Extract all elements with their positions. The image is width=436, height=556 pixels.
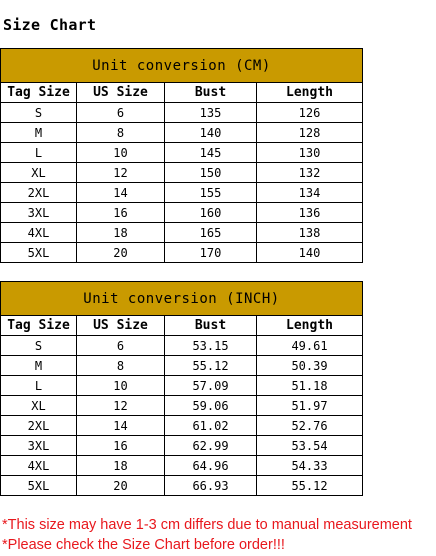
cell-bust: 135 xyxy=(165,103,257,123)
table-caption: Unit conversion (INCH) xyxy=(1,282,363,316)
table-row xyxy=(1,376,363,396)
table-row xyxy=(1,416,363,436)
cell-bust: 53.15 xyxy=(165,336,257,356)
cell-length: 126 xyxy=(257,103,363,123)
cell-us-size: 12 xyxy=(77,163,165,183)
cell-tag-size: 2XL xyxy=(1,183,77,203)
cell-bust: 165 xyxy=(165,223,257,243)
cell-tag-size: 5XL xyxy=(1,476,77,496)
cell-tag-size: S xyxy=(1,103,77,123)
cell-length: 140 xyxy=(257,243,363,263)
cell-length: 53.54 xyxy=(257,436,363,456)
cell-length: 49.61 xyxy=(257,336,363,356)
cell-length: 130 xyxy=(257,143,363,163)
size-table-inch xyxy=(0,281,363,496)
cell-us-size: 16 xyxy=(77,203,165,223)
cell-length: 52.76 xyxy=(257,416,363,436)
cell-bust: 155 xyxy=(165,183,257,203)
cell-tag-size: L xyxy=(1,143,77,163)
table-row xyxy=(1,183,363,203)
cell-tag-size: XL xyxy=(1,396,77,416)
cell-tag-size: 4XL xyxy=(1,456,77,476)
cell-length: 54.33 xyxy=(257,456,363,476)
table-caption: Unit conversion (CM) xyxy=(1,49,363,83)
cell-us-size: 20 xyxy=(77,476,165,496)
column-header-length: Length xyxy=(257,316,363,336)
cell-us-size: 6 xyxy=(77,103,165,123)
column-header-us-size: US Size xyxy=(77,316,165,336)
header-row xyxy=(1,316,363,336)
cell-bust: 64.96 xyxy=(165,456,257,476)
table-row xyxy=(1,243,363,263)
table-row xyxy=(1,456,363,476)
cell-tag-size: M xyxy=(1,356,77,376)
cell-bust: 140 xyxy=(165,123,257,143)
table-row xyxy=(1,123,363,143)
cell-bust: 160 xyxy=(165,203,257,223)
cell-tag-size: XL xyxy=(1,163,77,183)
cell-bust: 61.02 xyxy=(165,416,257,436)
cell-us-size: 10 xyxy=(77,376,165,396)
measurement-note: *This size may have 1-3 cm differs due to manual measurement xyxy=(2,517,412,533)
size-table-cm xyxy=(0,48,363,263)
column-header-length: Length xyxy=(257,83,363,103)
cell-bust: 66.93 xyxy=(165,476,257,496)
cell-us-size: 10 xyxy=(77,143,165,163)
table-row xyxy=(1,203,363,223)
cell-length: 132 xyxy=(257,163,363,183)
table-row xyxy=(1,436,363,456)
cell-us-size: 6 xyxy=(77,336,165,356)
page-title: Size Chart xyxy=(3,16,97,34)
cell-tag-size: 4XL xyxy=(1,223,77,243)
cell-length: 55.12 xyxy=(257,476,363,496)
cell-bust: 55.12 xyxy=(165,356,257,376)
table-row xyxy=(1,103,363,123)
cell-bust: 62.99 xyxy=(165,436,257,456)
cell-us-size: 8 xyxy=(77,356,165,376)
cell-length: 136 xyxy=(257,203,363,223)
cell-bust: 170 xyxy=(165,243,257,263)
cell-us-size: 14 xyxy=(77,416,165,436)
table-row xyxy=(1,336,363,356)
cell-us-size: 18 xyxy=(77,223,165,243)
cell-us-size: 14 xyxy=(77,183,165,203)
table-row xyxy=(1,163,363,183)
cell-tag-size: 3XL xyxy=(1,436,77,456)
column-header-bust: Bust xyxy=(165,316,257,336)
cell-bust: 150 xyxy=(165,163,257,183)
cell-tag-size: S xyxy=(1,336,77,356)
cell-tag-size: M xyxy=(1,123,77,143)
table-row xyxy=(1,396,363,416)
column-header-us-size: US Size xyxy=(77,83,165,103)
table-row xyxy=(1,356,363,376)
column-header-tag-size: Tag Size xyxy=(1,83,77,103)
cell-bust: 57.09 xyxy=(165,376,257,396)
column-header-bust: Bust xyxy=(165,83,257,103)
cell-length: 128 xyxy=(257,123,363,143)
cell-us-size: 12 xyxy=(77,396,165,416)
cell-us-size: 20 xyxy=(77,243,165,263)
column-header-tag-size: Tag Size xyxy=(1,316,77,336)
cell-length: 50.39 xyxy=(257,356,363,376)
cell-us-size: 18 xyxy=(77,456,165,476)
cell-length: 138 xyxy=(257,223,363,243)
table-row xyxy=(1,143,363,163)
table-row xyxy=(1,476,363,496)
cell-tag-size: L xyxy=(1,376,77,396)
cell-length: 51.18 xyxy=(257,376,363,396)
cell-length: 51.97 xyxy=(257,396,363,416)
cell-bust: 59.06 xyxy=(165,396,257,416)
table-row xyxy=(1,223,363,243)
cell-us-size: 16 xyxy=(77,436,165,456)
cell-tag-size: 5XL xyxy=(1,243,77,263)
cell-length: 134 xyxy=(257,183,363,203)
header-row xyxy=(1,83,363,103)
cell-tag-size: 2XL xyxy=(1,416,77,436)
cell-bust: 145 xyxy=(165,143,257,163)
cell-us-size: 8 xyxy=(77,123,165,143)
order-note: *Please check the Size Chart before order!!! xyxy=(2,537,285,553)
cell-tag-size: 3XL xyxy=(1,203,77,223)
